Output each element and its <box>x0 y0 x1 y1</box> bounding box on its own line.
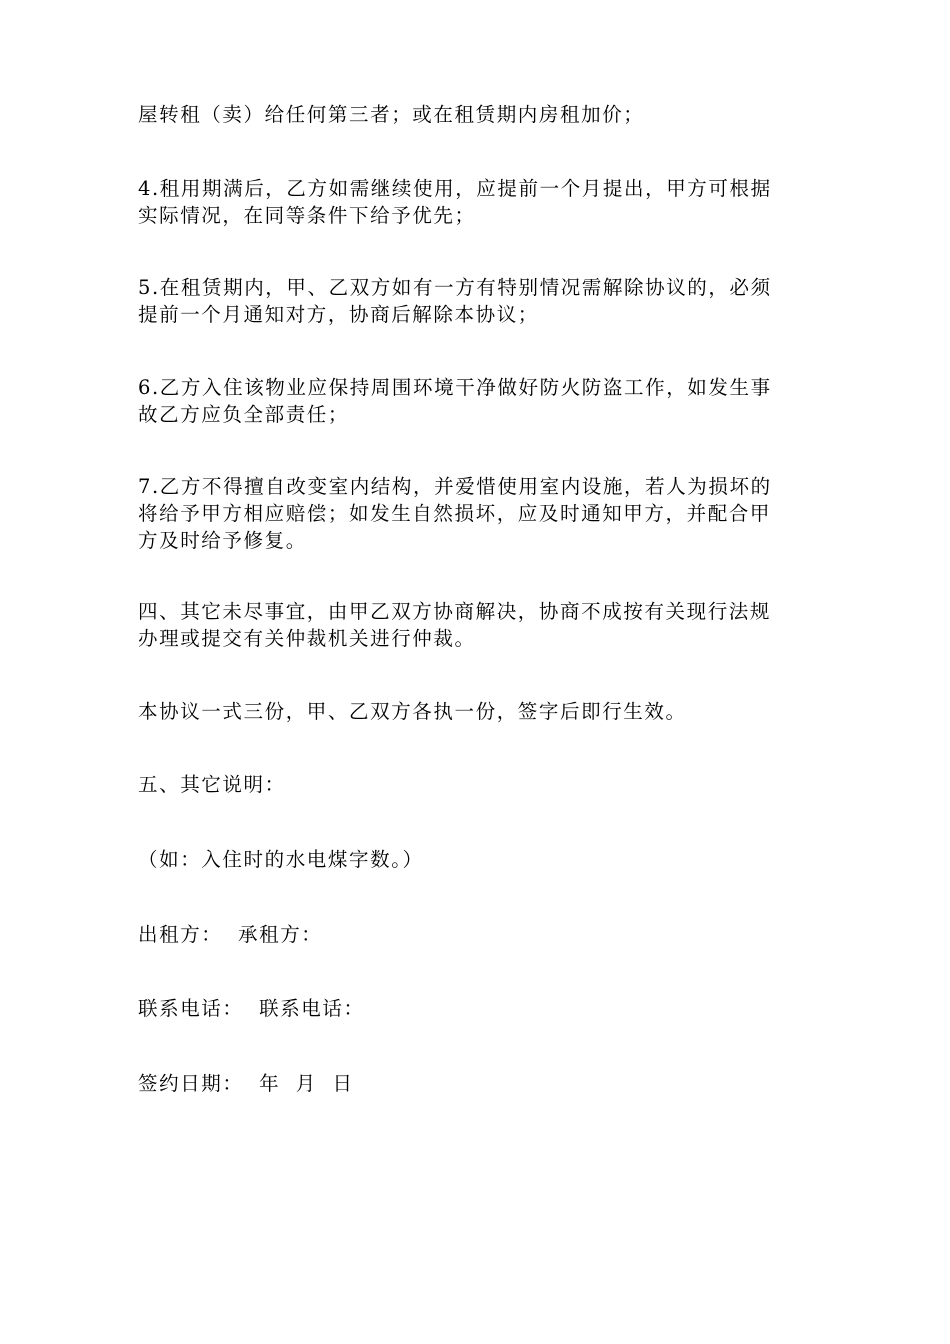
text-line: 实际情况，在同等条件下给予优先； <box>138 204 476 227</box>
paragraph-section-5-heading <box>138 771 814 798</box>
signature-parties-line <box>138 921 814 948</box>
paragraph-clause-5 <box>138 274 814 328</box>
text-line: （如：入住时的水电煤字数。） <box>138 848 424 871</box>
paragraph-clause-4 <box>138 175 814 229</box>
paragraph-copies-effective <box>138 698 814 725</box>
paragraph-clause-7 <box>138 473 814 554</box>
contact-phone-line <box>138 995 814 1022</box>
paragraph-section-4 <box>138 598 814 652</box>
paragraph-clause-6 <box>138 374 814 428</box>
text-line: 5.在租赁期内，甲、乙双方如有一方有特别情况需解除协议的，必须 <box>138 276 772 299</box>
text-line: 提前一个月通知对方，协商后解除本协议； <box>138 303 539 326</box>
text-line: 办理或提交有关仲裁机关进行仲裁。 <box>138 627 476 650</box>
text-line: 四、其它未尽事宜，由甲乙双方协商解决，协商不成按有关现行法规 <box>138 600 772 623</box>
text-line: 联系电话： 联系电话： <box>138 997 365 1020</box>
paragraph-note-utilities <box>138 846 814 873</box>
text-line: 出租方： 承租方： <box>138 923 323 946</box>
text-line: 7.乙方不得擅自改变室内结构，并爱惜使用室内设施，若人为损坏的 <box>138 475 772 498</box>
text-line: 本协议一式三份，甲、乙双方各执一份，签字后即行生效。 <box>138 700 687 723</box>
paragraph-sublease-clause <box>138 101 814 128</box>
text-line: 将给予甲方相应赔偿；如发生自然损坏，应及时通知甲方，并配合甲 <box>138 502 772 525</box>
text-line: 屋转租（卖）给任何第三者；或在租赁期内房租加价； <box>138 103 645 126</box>
text-line: 6.乙方入住该物业应保持周围环境干净做好防火防盗工作，如发生事 <box>138 376 772 399</box>
text-line: 方及时给予修复。 <box>138 529 307 552</box>
signing-date-line <box>138 1070 814 1097</box>
text-line: 4.租用期满后，乙方如需继续使用，应提前一个月提出，甲方可根据 <box>138 177 772 200</box>
text-line: 故乙方应负全部责任； <box>138 403 350 426</box>
text-line: 签约日期： 年 月 日 <box>138 1072 354 1095</box>
text-line: 五、其它说明： <box>138 773 286 796</box>
